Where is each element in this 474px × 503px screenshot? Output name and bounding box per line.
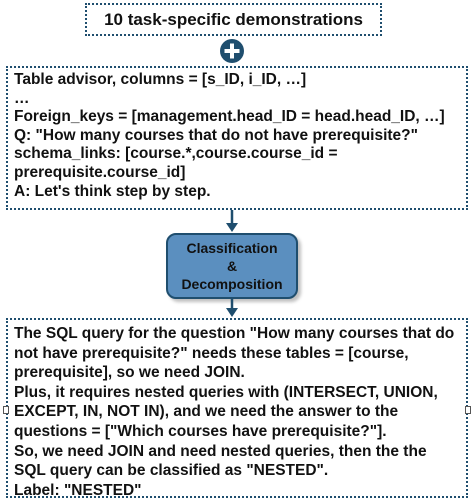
classifier-line: Decomposition <box>181 276 283 292</box>
classification-decomposition-box <box>166 233 298 299</box>
input-line: … <box>14 89 30 107</box>
input-line: Q: "How many courses that do not have prerequisite?" <box>14 126 418 144</box>
output-line: Label: "NESTED" <box>14 481 142 499</box>
resize-handle-right[interactable] <box>465 406 471 414</box>
classifier-line: & <box>226 258 238 274</box>
input-line: schema_links: [course.*,course.course_id = <box>14 145 338 163</box>
arrow-down-icon <box>224 210 240 233</box>
output-line: The SQL query for the question "How many courses that do <box>14 325 455 342</box>
input-line: Table advisor, columns = [s_ID, i_ID, …] <box>14 71 307 88</box>
arrow-down-icon <box>224 299 240 318</box>
demonstrations-box <box>85 3 382 36</box>
output-line: prerequisite], so we need JOIN. <box>14 364 245 382</box>
output-line: not have prerequisite?" needs these tables = [course, <box>14 344 409 362</box>
output-line: Plus, it requires nested queries with (INTERSECT, UNION, <box>14 383 438 401</box>
prompt-input-box <box>6 66 468 210</box>
output-line: EXCEPT, IN, NOT IN), and we need the answer to the <box>14 403 399 421</box>
input-line: Foreign_keys = [management.head_ID = head.head_ID, …] <box>14 108 445 126</box>
output-line: SQL query can be classified as "NESTED". <box>14 462 329 480</box>
resize-handle-left[interactable] <box>3 406 9 414</box>
plus-circle-icon <box>219 38 245 64</box>
input-line: prerequisite.course_id] <box>14 163 186 181</box>
output-line: So, we need JOIN and need nested queries, then the the <box>14 442 427 460</box>
output-line: questions = ["Which courses have prerequisite?"]. <box>14 422 387 440</box>
input-line: A: Let's think step by step. <box>14 182 211 200</box>
classification-output-box <box>6 318 468 498</box>
classifier-line: Classification <box>186 240 278 256</box>
demonstrations-title: 10 task-specific demonstrations <box>104 9 363 29</box>
